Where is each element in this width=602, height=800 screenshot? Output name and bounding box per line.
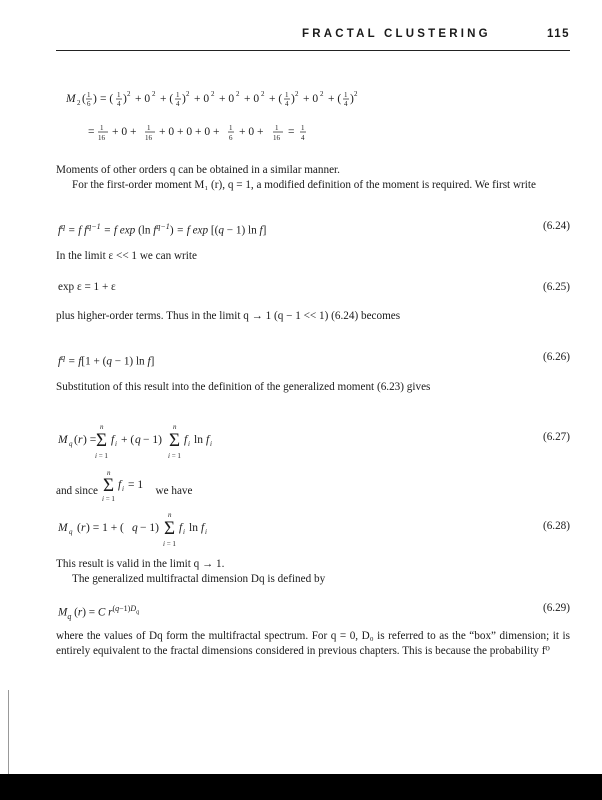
svg-text:i = 1: i = 1	[95, 452, 108, 460]
page-number: 115	[546, 28, 570, 40]
svg-text:r: r	[78, 434, 83, 446]
paragraph-substitution: Substitution of this result into the definition of the generalized moment (6.23) gives	[56, 381, 431, 393]
paragraph-generalized-dimension: The generalized multifractal dimension Dq is defined by	[72, 573, 326, 585]
svg-text:M: M	[66, 93, 76, 105]
svg-text:2: 2	[354, 90, 358, 98]
svg-text:1: 1	[147, 124, 151, 132]
svg-text:): )	[291, 93, 295, 105]
equation-6-29-number: (6.29)	[542, 602, 570, 614]
svg-text:Σ: Σ	[102, 475, 114, 496]
equation-6-28-number: (6.28)	[542, 520, 570, 532]
svg-text:n: n	[100, 423, 104, 431]
svg-text:f: f	[184, 434, 188, 446]
svg-text:(: (	[74, 434, 78, 446]
svg-text:f: f	[117, 479, 121, 491]
paragraph-limit-epsilon: In the limit ε << 1 we can write	[56, 250, 197, 262]
svg-text:) =: ) =	[83, 434, 97, 446]
svg-text:+ (: + (	[328, 93, 342, 105]
equation-6-26	[58, 350, 570, 366]
svg-text:4: 4	[344, 100, 348, 108]
equation-6-25	[58, 280, 570, 296]
svg-text:+ (: + (	[121, 434, 135, 446]
svg-text:1: 1	[87, 91, 91, 99]
paragraph-higher-order: plus higher-order terms. Thus in the limit q → 1 (q − 1 << 1) (6.24) becomes	[56, 310, 401, 322]
svg-text:q: q	[132, 522, 138, 534]
svg-text:2: 2	[152, 90, 156, 98]
svg-text:− 1): − 1)	[143, 434, 162, 446]
svg-text:i: i	[210, 440, 212, 448]
equation-6-29-expression: $M_q$ (r) = C $r^{(q-1)D_q}$	[58, 604, 140, 621]
svg-text:1: 1	[176, 91, 180, 99]
svg-text:6: 6	[229, 134, 233, 142]
and-since-text: and since	[56, 485, 98, 497]
svg-text:16: 16	[145, 134, 152, 142]
scan-bottom-edge	[0, 774, 602, 800]
svg-text:q: q	[135, 434, 141, 446]
equation-6-29	[58, 601, 570, 621]
svg-text:n: n	[106, 469, 111, 477]
svg-text:i: i	[121, 485, 124, 493]
svg-text:2: 2	[261, 90, 265, 98]
svg-text:Σ: Σ	[96, 430, 108, 451]
svg-text:+ (: + (	[160, 93, 174, 105]
svg-text:1: 1	[301, 124, 305, 132]
m2-equation-line2	[88, 120, 338, 149]
svg-text:+ (: + (	[269, 93, 283, 105]
m2-line2-svg	[88, 120, 338, 144]
svg-text:): )	[123, 93, 127, 105]
svg-text:1: 1	[344, 91, 348, 99]
svg-text:+ 0: + 0	[219, 93, 235, 105]
svg-text:q: q	[69, 440, 73, 448]
svg-text:): )	[350, 93, 354, 105]
svg-text:4: 4	[285, 100, 289, 108]
svg-text:16: 16	[98, 134, 105, 142]
we-have-text: we have	[155, 485, 193, 497]
svg-text:M: M	[58, 434, 68, 446]
svg-text:n: n	[173, 423, 177, 431]
svg-text:i: i	[205, 528, 207, 536]
sum-fi-equals-one-svg	[101, 468, 153, 502]
m2-equation-line1	[66, 88, 396, 112]
svg-text:(: (	[77, 522, 81, 534]
svg-text:+ 0: + 0	[194, 93, 210, 105]
equation-6-28	[58, 519, 570, 535]
svg-text:4: 4	[176, 100, 180, 108]
svg-text:): )	[93, 93, 97, 105]
paragraph-and-since	[56, 468, 193, 502]
svg-text:1: 1	[285, 91, 289, 99]
svg-text:f: f	[201, 522, 205, 534]
svg-text:1: 1	[229, 124, 233, 132]
svg-text:2: 2	[320, 90, 324, 98]
svg-text:2: 2	[186, 90, 190, 98]
svg-text:i = 1: i = 1	[168, 452, 181, 460]
svg-text:M: M	[58, 522, 68, 534]
equation-6-26-number: (6.26)	[542, 351, 570, 363]
svg-text:− 1): − 1)	[140, 522, 159, 534]
svg-text:i: i	[183, 528, 185, 536]
svg-text:f: f	[206, 434, 210, 446]
svg-text:1: 1	[117, 91, 121, 99]
svg-text:r: r	[81, 522, 86, 534]
equation-6-24-number: (6.24)	[542, 220, 570, 232]
equation-6-27	[58, 430, 570, 446]
svg-text:i: i	[188, 440, 190, 448]
svg-text:1: 1	[275, 124, 279, 132]
paragraph-valid-limit: This result is valid in the limit q → 1.	[56, 558, 225, 570]
paragraph-first-order: For the first-order moment M₁ (r), q = 1, a modified definition of the moment is required. We first write	[72, 179, 536, 191]
svg-text:= (: = (	[100, 93, 114, 105]
svg-text:+ 0: + 0	[135, 93, 151, 105]
svg-text:1: 1	[100, 124, 104, 132]
svg-text:Σ: Σ	[169, 430, 181, 451]
svg-text:+ 0: + 0	[244, 93, 260, 105]
svg-text:4: 4	[117, 100, 121, 108]
svg-text:) = 1 + (: ) = 1 + (	[86, 522, 124, 534]
svg-text:f: f	[111, 434, 115, 446]
paragraph-other-orders: Moments of other orders q can be obtained in a similar manner.	[56, 164, 340, 176]
svg-text:2: 2	[295, 90, 299, 98]
svg-text:2: 2	[127, 90, 131, 98]
running-head: FRACTAL CLUSTERING	[302, 28, 491, 40]
svg-text:6: 6	[87, 100, 91, 108]
svg-text:ln: ln	[194, 434, 203, 446]
svg-text:q: q	[69, 528, 73, 536]
svg-text:+ 0 + 0 + 0 +: + 0 + 0 + 0 +	[159, 126, 220, 138]
svg-text:4: 4	[301, 134, 305, 142]
equation-6-25-number: (6.25)	[542, 281, 570, 293]
svg-text:+ 0: + 0	[303, 93, 319, 105]
svg-text:n: n	[168, 511, 172, 519]
svg-text:= 1: = 1	[127, 479, 143, 491]
equation-6-27-number: (6.27)	[542, 431, 570, 443]
svg-text:=: =	[88, 126, 95, 138]
svg-text:+ 0 +: + 0 +	[239, 126, 264, 138]
svg-text:i = 1: i = 1	[163, 540, 176, 548]
svg-text:i = 1: i = 1	[101, 495, 115, 502]
page-edge-mark	[8, 690, 9, 775]
paragraph-multifractal-spectrum: where the values of Dq form the multifractal spectrum. For q = 0, D₀ is referred to as the “box” dimension; it is entirely equivalent to the fractal dimensions considered in previous chapters. This is because the probability f⁰	[56, 630, 570, 657]
svg-text:2: 2	[236, 90, 240, 98]
equation-6-26-expression: $f^q = f[1 + (q - 1)$ ln f]	[58, 353, 155, 368]
page-header	[56, 26, 570, 51]
svg-text:+ 0 +: + 0 +	[112, 126, 137, 138]
svg-text:Σ: Σ	[164, 518, 176, 539]
svg-text:i: i	[115, 440, 117, 448]
svg-text:=: =	[288, 126, 295, 138]
svg-text:): )	[182, 93, 186, 105]
equation-6-24	[58, 219, 570, 235]
equation-6-24-expression: $f^q = f$ $f^{q-1} = f$ exp (ln $f^{q-1}) = f$ exp [(q − 1) ln f]	[58, 222, 267, 237]
equation-6-25-expression: exp ε = 1 + ε	[58, 281, 116, 293]
svg-text:2: 2	[211, 90, 215, 98]
svg-text:ln: ln	[189, 522, 198, 534]
svg-text:f: f	[179, 522, 183, 534]
svg-text:16: 16	[273, 134, 280, 142]
svg-text:(: (	[82, 93, 86, 105]
svg-text:2: 2	[77, 99, 81, 107]
m2-line1-svg	[66, 88, 396, 108]
